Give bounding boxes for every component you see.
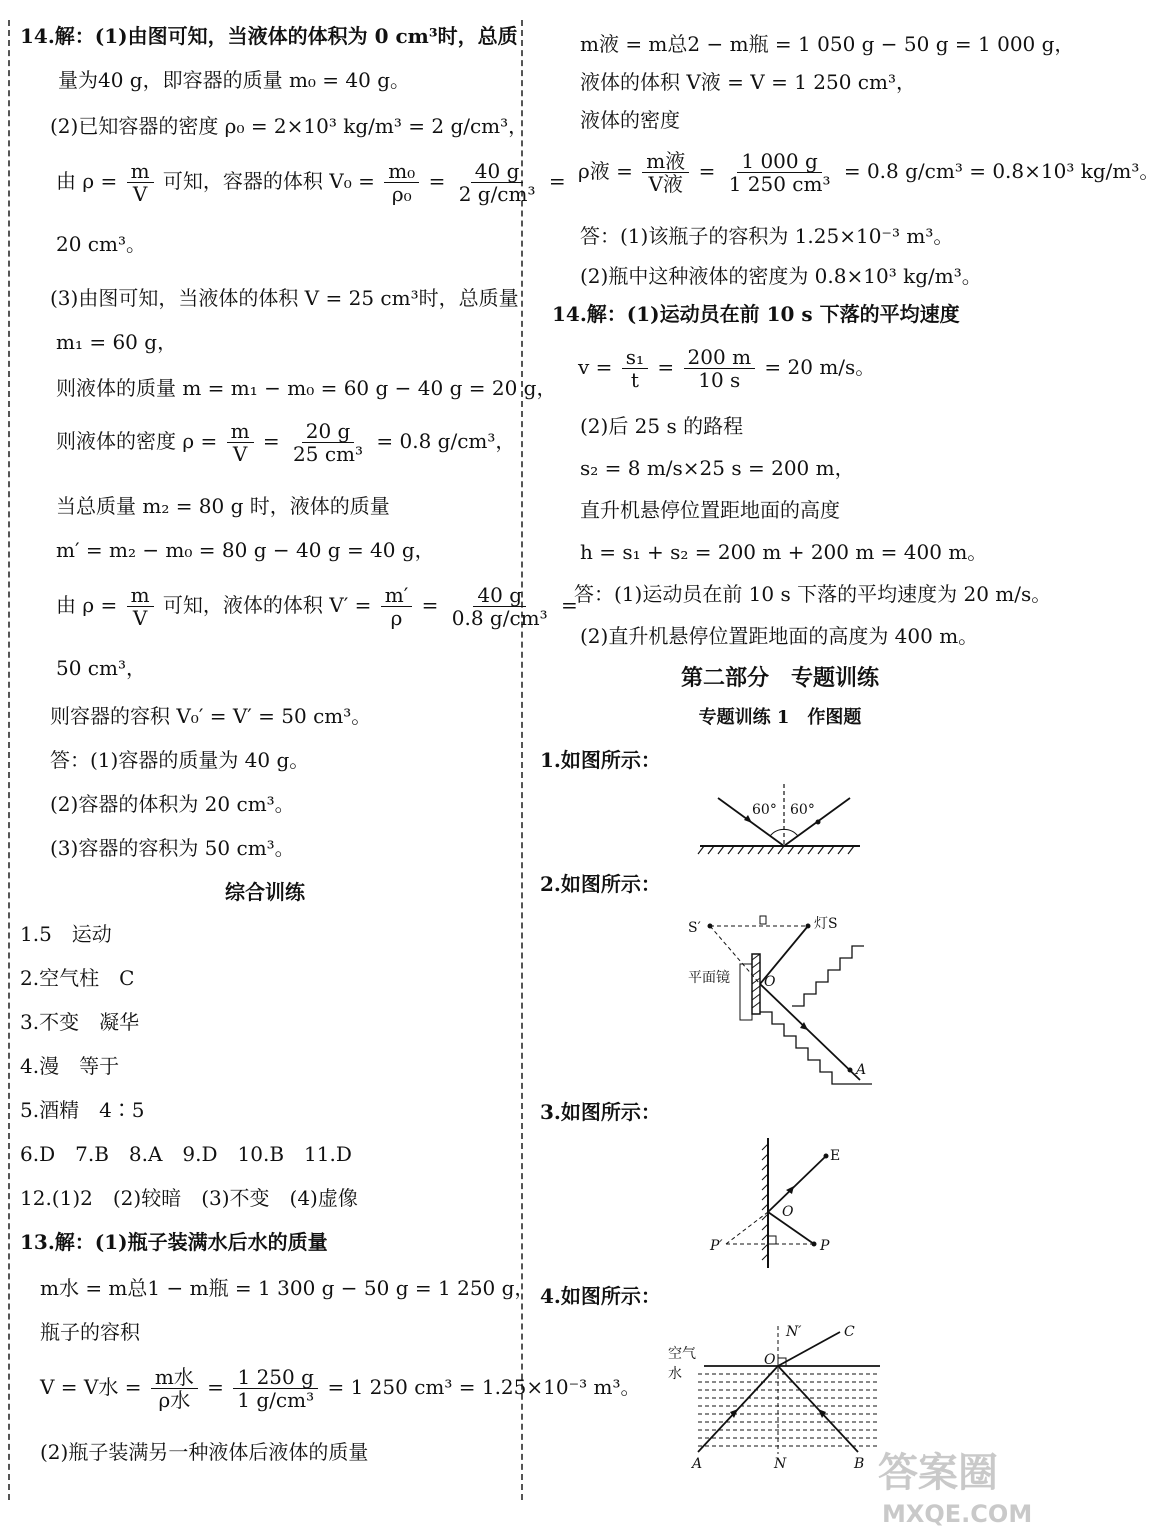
- answer-5: 5.酒精 4∶5: [20, 1098, 145, 1122]
- answer-14-right-result-1: 答：(1)运动员在前 10 s 下落的平均速度为 20 m/s。: [574, 582, 1052, 606]
- figure-2-o-label: O: [764, 974, 776, 990]
- answer-4: 4.漫 等于: [20, 1054, 120, 1078]
- figure-4-n-label: N: [774, 1456, 787, 1472]
- figure-4-c-label: C: [844, 1324, 855, 1340]
- answer-13-volume-formula: V = V水 = $\frac{\text{m水}}{\text{ρ水}}$ = $\frac{1 250 g}{\text{1 g/cm³}}$ = 1 250 cm³ = 1.25×10⁻³ m³。: [40, 1365, 641, 1412]
- answer-14-right-line-4: s₂ = 8 m/s×25 s = 200 m，: [580, 456, 855, 480]
- figure-2-a-label: A: [856, 1062, 867, 1078]
- answer-14-speed-formula: v = $\frac{\text{s₁}}{t}$ = $\frac{200 m}{10 s}$ = 20 m/s。: [578, 345, 876, 392]
- answer-14-1: 答：(1)容器的质量为 40 g。: [50, 748, 310, 772]
- figure-4-air-label: 空气: [668, 1346, 696, 1362]
- answer-2: 2.空气柱 C: [20, 966, 135, 990]
- watermark-logo: [874, 1440, 1034, 1530]
- watermark-text: 答案圈: [878, 1450, 998, 1496]
- figure-4-water-label: 水: [668, 1366, 682, 1382]
- part-two-title: 第二部分 专题训练: [680, 665, 879, 691]
- left-margin-rule: [8, 20, 10, 1500]
- answer-13-result-1: 答：(1)该瓶子的容积为 1.25×10⁻³ m³。: [580, 224, 954, 248]
- answer-14-right-result-2: (2)直升机悬停位置距地面的高度为 400 m。: [580, 624, 979, 648]
- figure-2-mirror-label: 平面镜: [688, 970, 730, 986]
- answer-13-line-5: (2)瓶子装满另一种液体后液体的质量: [40, 1440, 369, 1464]
- figure-3-p-label: P: [820, 1238, 830, 1254]
- figure-4-n-prime-label: N′: [786, 1324, 802, 1340]
- figure-4-b-label: B: [854, 1456, 865, 1472]
- answer-13-line-1: 13.解：(1)瓶子装满水后水的质量: [20, 1230, 328, 1254]
- figure-3-p-prime-label: P′: [710, 1238, 723, 1254]
- figure-4-refraction-diagram: [668, 1322, 888, 1472]
- figure-1-caption: 1.如图所示：: [540, 748, 661, 772]
- answer-1: 1.5 运动: [20, 922, 112, 946]
- figure-3-mirror-diagram: [706, 1134, 856, 1274]
- figure-1-angle-right-label: 60°: [790, 802, 815, 818]
- figure-2-mirror-diagram: [688, 904, 878, 1094]
- problem-14-liquid-volume-formula: 由 ρ = $\frac{m}{V}$ 可知，液体的体积 V′ = $\frac{m'}{\rho}$ = $\frac{40 g}{\text{0.8 g/cm³}}$ =: [56, 583, 578, 630]
- problem-14-line-13: 50 cm³，: [56, 656, 146, 680]
- answer-13-liquid-mass: m液 = m总2 − m瓶 = 1 050 g − 50 g = 1 000 g，: [580, 32, 1075, 56]
- problem-14-line-2: 量为40 g，即容器的质量 m₀ = 40 g。: [58, 68, 411, 92]
- answer-13-liquid-volume: 液体的体积 V液 = V = 1 250 cm³，: [580, 70, 916, 94]
- answer-13-line-3: 瓶子的容积: [40, 1320, 140, 1344]
- figure-2-s-prime-label: S′: [688, 920, 701, 936]
- figure-4-o-label: O: [764, 1352, 776, 1368]
- figure-2-lamp-label: 灯S: [814, 916, 838, 932]
- problem-14-line-5: 20 cm³。: [56, 232, 146, 256]
- problem-14-density-formula: 则液体的密度 ρ = $\frac{m}{V}$ = $\frac{20 g}{\text{25 cm³}}$ = 0.8 g/cm³，: [56, 419, 516, 466]
- answer-14-right-line-3: (2)后 25 s 的路程: [580, 414, 744, 438]
- figure-3-e-label: E: [830, 1148, 841, 1164]
- figure-1-reflection-diagram: [690, 770, 870, 860]
- answer-13-line-2: m水 = m总1 − m瓶 = 1 300 g − 50 g = 1 250 g，: [40, 1276, 535, 1300]
- answer-14-3: (3)容器的容积为 50 cm³。: [50, 836, 295, 860]
- answer-14-2: (2)容器的体积为 20 cm³。: [50, 792, 295, 816]
- problem-14-line-7: m₁ = 60 g，: [56, 330, 178, 354]
- answer-13-density-label: 液体的密度: [580, 108, 680, 132]
- figure-2-caption: 2.如图所示：: [540, 872, 661, 896]
- problem-14-line-10: 当总质量 m₂ = 80 g 时，液体的质量: [56, 494, 390, 518]
- problem-14-line-11: m′ = m₂ − m₀ = 80 g − 40 g = 40 g，: [56, 538, 435, 562]
- figure-3-o-label: O: [782, 1204, 794, 1220]
- figure-4-caption: 4.如图所示：: [540, 1284, 661, 1308]
- problem-14-line-14: 则容器的容积 V₀′ = V′ = 50 cm³。: [50, 704, 372, 728]
- answer-6-11: 6.D 7.B 8.A 9.D 10.B 11.D: [20, 1142, 352, 1166]
- problem-14-line-8: 则液体的质量 m = m₁ − m₀ = 60 g − 40 g = 20 g，: [56, 376, 557, 400]
- special-training-title: 专题训练 1 作图题: [698, 707, 862, 728]
- problem-14-line-6: (3)由图可知，当液体的体积 V = 25 cm³时，总质量: [50, 286, 519, 310]
- answer-14-right-line-1: 14.解：(1)运动员在前 10 s 下落的平均速度: [552, 302, 960, 326]
- answer-13-density-formula: ρ液 = $\frac{\text{m液}}{\text{V液}}$ = $\frac{1 000 g}{\text{1 250 cm³}}$ = 0.8 g/cm³ = 0.8×10³ kg/m³。: [578, 149, 1159, 196]
- section-title-comprehensive: 综合训练: [225, 880, 305, 904]
- answer-13-result-2: (2)瓶中这种液体的密度为 0.8×10³ kg/m³。: [580, 264, 982, 288]
- figure-3-caption: 3.如图所示：: [540, 1100, 661, 1124]
- problem-14-line-3: (2)已知容器的密度 ρ₀ = 2×10³ kg/m³ = 2 g/cm³，: [50, 114, 529, 138]
- problem-14-volume-formula: 由 ρ = $\frac{m}{V}$ 可知，容器的体积 V₀ = $\frac{\text{m₀}}{\text{ρ₀}}$ = $\frac{40 g}{\text{2 g/cm³}}$ =: [56, 159, 566, 206]
- watermark-url: MXQE.COM: [882, 1500, 1033, 1528]
- figure-4-a-label: A: [692, 1456, 703, 1472]
- answer-14-right-line-5: 直升机悬停位置距地面的高度: [580, 498, 840, 522]
- answer-14-right-line-6: h = s₁ + s₂ = 200 m + 200 m = 400 m。: [580, 540, 988, 564]
- answer-3: 3.不变 凝华: [20, 1010, 140, 1034]
- figure-1-angle-left-label: 60°: [752, 802, 777, 818]
- answer-12: 12.(1)2 (2)较暗 (3)不变 (4)虚像: [20, 1186, 358, 1210]
- problem-14-line-1: 14.解：(1)由图可知，当液体的体积为 0 cm³时，总质: [20, 24, 518, 48]
